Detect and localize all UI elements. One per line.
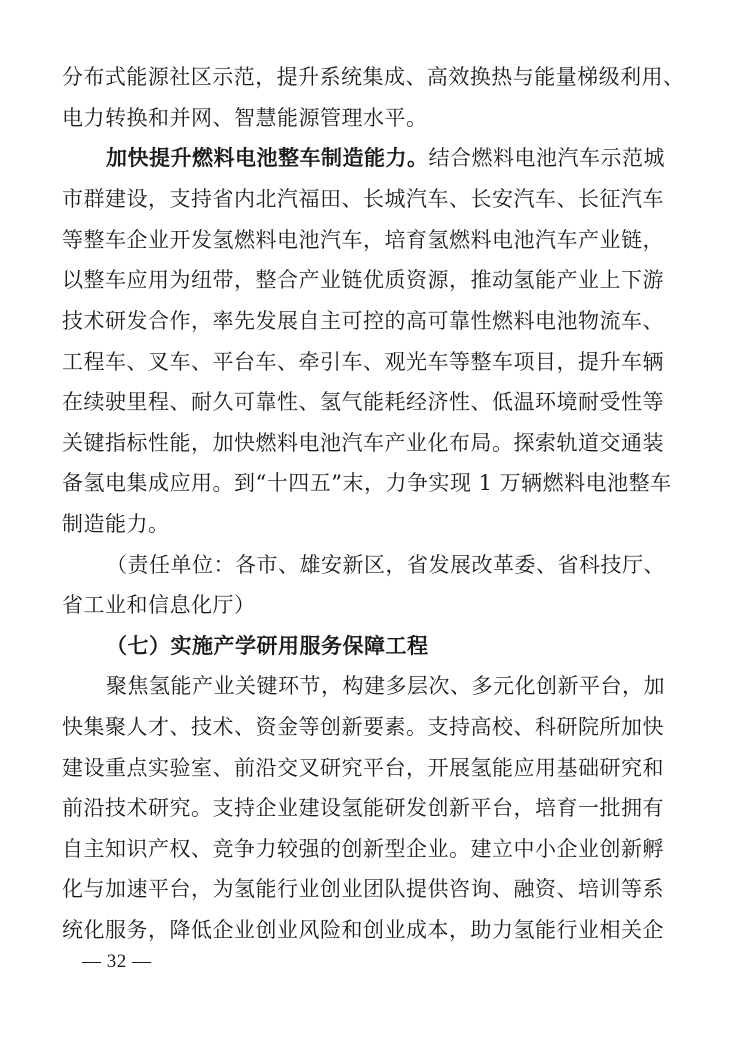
responsibility-line: （责任单位：各市、雄安新区，省发展改革委、省科技厅、: [106, 553, 665, 577]
text-line: 统化服务，降低企业创业风险和创业成本，助力氢能行业相关企: [62, 918, 664, 942]
text-line: 等整车企业开发氢燃料电池汽车，培育氢燃料电池汽车产业链，: [62, 228, 664, 252]
text-line: 电力转换和并网、智慧能源管理水平。: [62, 106, 428, 130]
text-line: 市群建设，支持省内北汽福田、长城汽车、长安汽车、长征汽车: [62, 187, 664, 211]
text-line: 化与加速平台，为氢能行业创业团队提供咨询、融资、培训等系: [62, 877, 664, 901]
text-line: 前沿技术研究。支持企业建设氢能研发创新平台，培育一批拥有: [62, 796, 664, 820]
text-line: 备氢电集成应用。到“十四五”末，力争实现 1 万辆燃料电池整车: [62, 471, 672, 495]
text-line: 以整车应用为纽带，整合产业链优质资源，推动氢能产业上下游: [62, 268, 664, 292]
subsection-heading: （七）实施产学研用服务保障工程: [106, 634, 429, 658]
text-line: 分布式能源社区示范，提升系统集成、高效换热与能量梯级利用、: [62, 65, 685, 89]
paragraph-line: [106, 145, 665, 171]
text-line: 建设重点实验室、前沿交叉研究平台，开展氢能应用基础研究和: [62, 756, 664, 780]
text-line: 聚焦氢能产业关键环节，构建多层次、多元化创新平台，加: [106, 674, 665, 698]
text-line: 快集聚人才、技术、资金等创新要素。支持高校、科研院所加快: [62, 715, 664, 739]
text-line: 工程车、叉车、平台车、牵引车、观光车等整车项目，提升车辆: [62, 350, 664, 374]
text-line: 制造能力。: [62, 512, 170, 536]
text-span: 结合燃料电池汽车示范城: [428, 146, 665, 170]
text-line: 自主知识产权、竞争力较强的创新型企业。建立中小企业创新孵: [62, 837, 664, 861]
text-line: 技术研发合作，率先发展自主可控的高可靠性燃料电池物流车、: [62, 309, 664, 333]
text-line: 关键指标性能，加快燃料电池汽车产业化布局。探索轨道交通装: [62, 431, 664, 455]
responsibility-line: 省工业和信息化厅）: [62, 593, 256, 617]
text-line: 在续驶里程、耐久可靠性、氢气能耗经济性、低温环境耐受性等: [62, 390, 664, 414]
section-heading: 加快提升燃料电池整车制造能力。: [106, 146, 429, 170]
page-number: — 32 —: [82, 951, 152, 972]
